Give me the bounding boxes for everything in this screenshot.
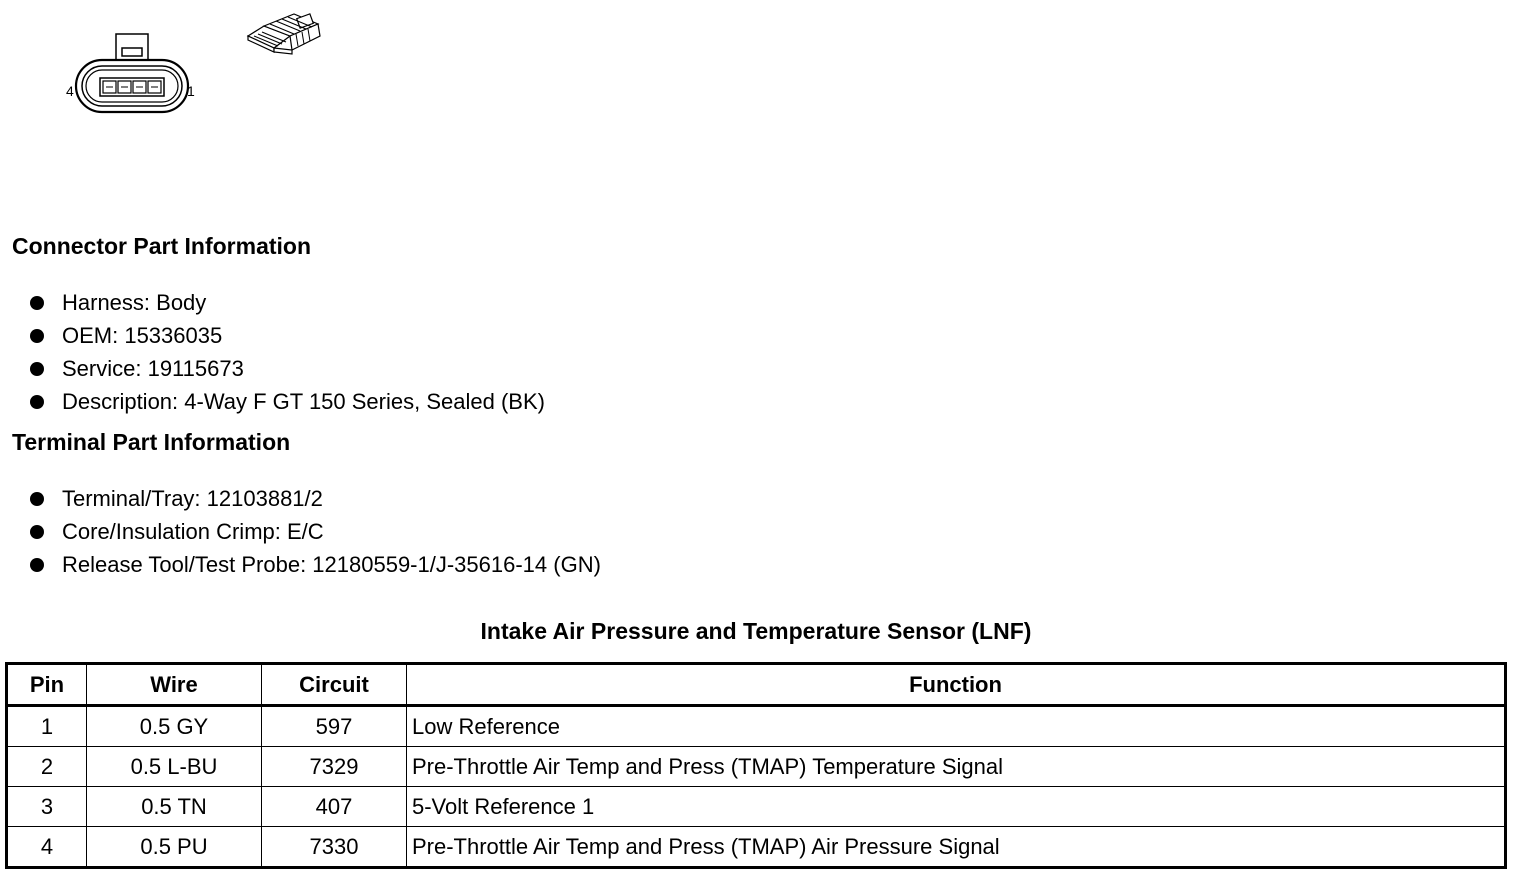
cell-wire: 0.5 GY	[87, 706, 262, 747]
connector-isometric-diagram	[244, 6, 328, 56]
header-circuit: Circuit	[262, 664, 407, 706]
table-title: Intake Air Pressure and Temperature Sensor (LNF)	[480, 618, 1032, 644]
cell-function: Pre-Throttle Air Temp and Press (TMAP) Air Pressure Signal	[407, 827, 1506, 868]
bullet-icon	[30, 558, 44, 572]
cell-pin: 2	[7, 747, 87, 787]
cell-pin: 1	[7, 706, 87, 747]
table-row	[7, 787, 1506, 827]
table-header-row	[7, 664, 1506, 706]
pin-1-label: 1	[187, 83, 195, 99]
cell-function: Low Reference	[407, 706, 1506, 747]
cell-circuit: 597	[262, 706, 407, 747]
terminal-info-heading: Terminal Part Information	[12, 429, 291, 455]
table-row	[7, 827, 1506, 868]
bullet-icon	[30, 395, 44, 409]
cell-circuit: 407	[262, 787, 407, 827]
list-item: Terminal/Tray: 12103881/2	[28, 482, 601, 515]
bullet-icon	[30, 525, 44, 539]
cell-pin: 3	[7, 787, 87, 827]
bullet-icon	[30, 329, 44, 343]
list-item: OEM: 15336035	[28, 319, 545, 352]
list-item: Service: 19115673	[28, 352, 545, 385]
pinout-table	[5, 662, 1507, 869]
connector-info-list	[28, 286, 545, 418]
pin-4-label: 4	[66, 83, 74, 99]
cell-function: Pre-Throttle Air Temp and Press (TMAP) Temperature Signal	[407, 747, 1506, 787]
header-wire: Wire	[87, 664, 262, 706]
cell-wire: 0.5 TN	[87, 787, 262, 827]
cell-wire: 0.5 PU	[87, 827, 262, 868]
list-item: Release Tool/Test Probe: 12180559-1/J-35616-14 (GN)	[28, 548, 601, 581]
table-row	[7, 747, 1506, 787]
terminal-info-list	[28, 482, 601, 581]
list-item: Core/Insulation Crimp: E/C	[28, 515, 601, 548]
bullet-icon	[30, 492, 44, 506]
cell-circuit: 7329	[262, 747, 407, 787]
table-row	[7, 706, 1506, 747]
bullet-icon	[30, 362, 44, 376]
header-pin: Pin	[7, 664, 87, 706]
connector-info-heading: Connector Part Information	[12, 233, 312, 259]
connector-face-diagram	[60, 28, 210, 120]
cell-pin: 4	[7, 827, 87, 868]
bullet-icon	[30, 296, 44, 310]
header-function: Function	[407, 664, 1506, 706]
cell-circuit: 7330	[262, 827, 407, 868]
cell-function: 5-Volt Reference 1	[407, 787, 1506, 827]
cell-wire: 0.5 L-BU	[87, 747, 262, 787]
list-item: Description: 4-Way F GT 150 Series, Sealed (BK)	[28, 385, 545, 418]
list-item: Harness: Body	[28, 286, 545, 319]
